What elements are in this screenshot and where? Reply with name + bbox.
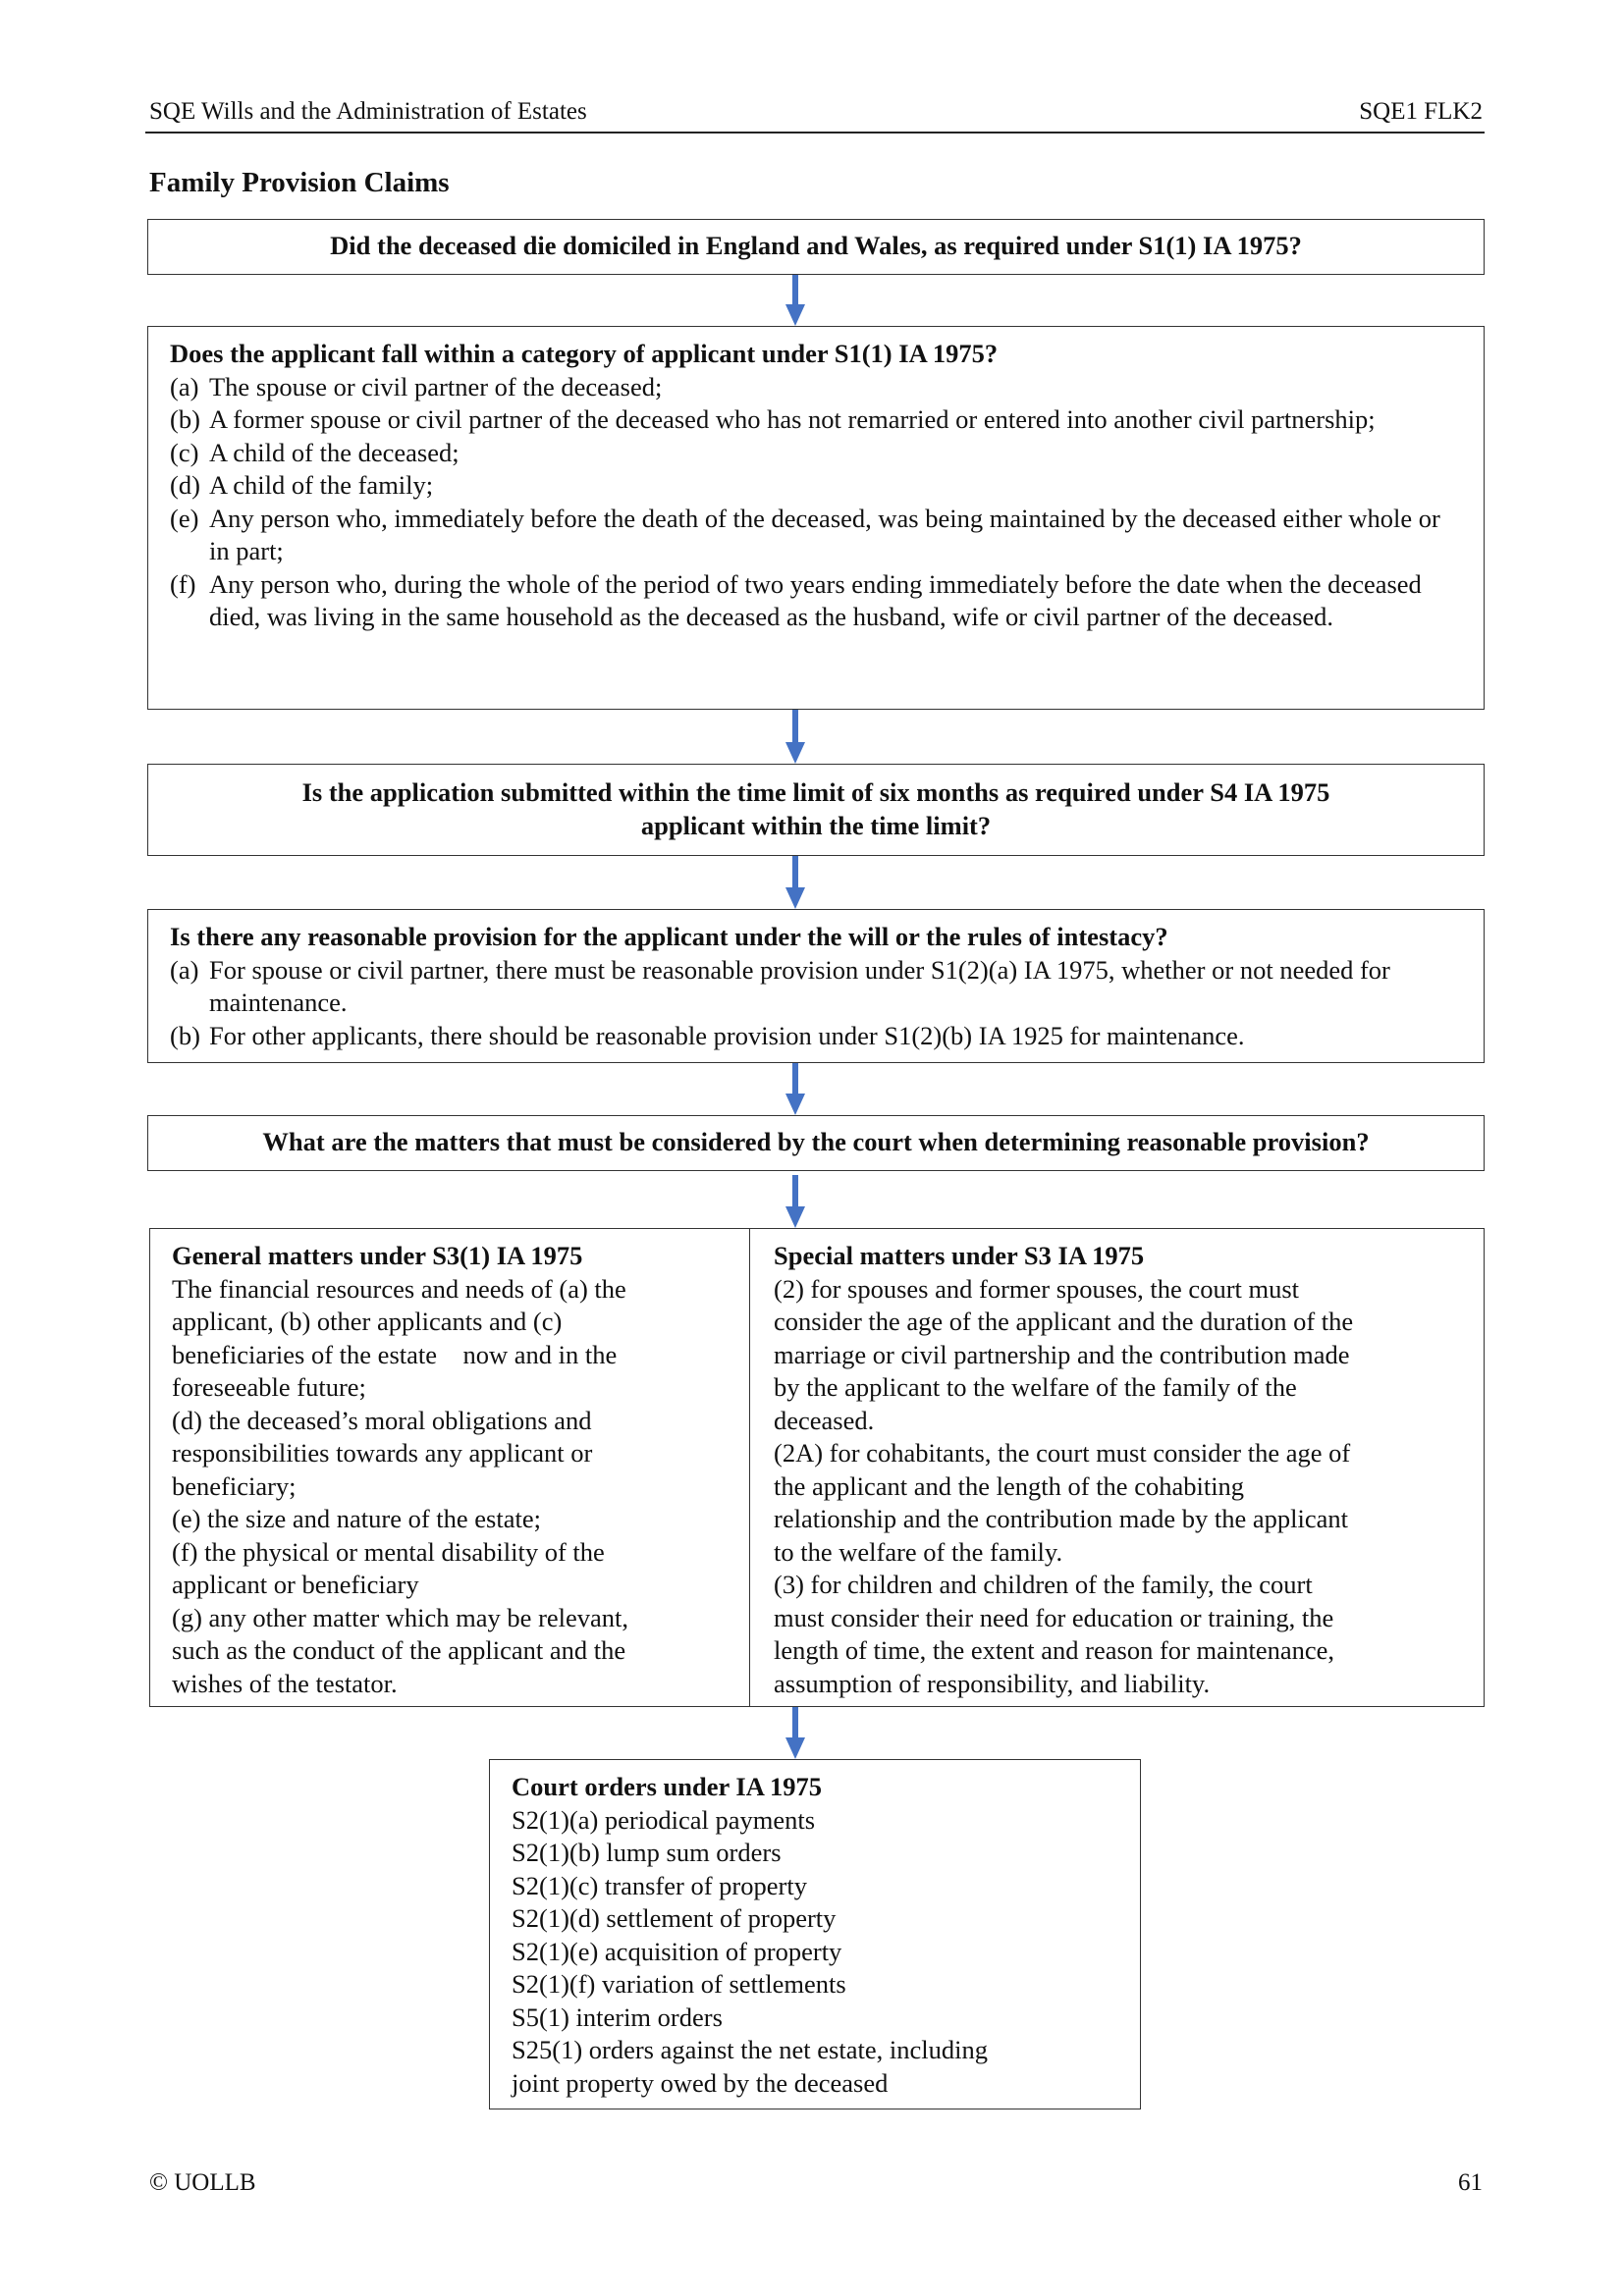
general-matters-line: beneficiaries of the estate now and in the bbox=[172, 1339, 618, 1369]
step-category-box bbox=[147, 326, 1485, 710]
special-matters-line: to the welfare of the family. bbox=[774, 1536, 1063, 1567]
court-orders-heading: Court orders under IA 1975 bbox=[512, 1772, 823, 1801]
general-matters-line: beneficiary; bbox=[172, 1470, 297, 1501]
applicant-category-item bbox=[170, 503, 1464, 568]
reasonable-provision-item-label: (a) bbox=[170, 954, 199, 985]
applicant-category-item-label: (c) bbox=[170, 437, 199, 467]
reasonable-provision-item bbox=[170, 954, 1464, 1020]
reasonable-provision-item bbox=[170, 1020, 1464, 1053]
page-number: 61 bbox=[1458, 2169, 1483, 2196]
general-matters-line: wishes of the testator. bbox=[172, 1668, 398, 1698]
applicant-category-item-label: (f) bbox=[170, 568, 196, 599]
flow-arrow-icon bbox=[785, 1063, 805, 1115]
court-order-item: S2(1)(a) periodical payments bbox=[512, 1804, 816, 1835]
court-order-item: S2(1)(c) transfer of property bbox=[512, 1870, 807, 1900]
court-order-item: S25(1) orders against the net estate, including bbox=[512, 2035, 988, 2064]
reasonable-provision-item-label: (b) bbox=[170, 1020, 200, 1050]
applicant-category-item-text: A child of the deceased; bbox=[209, 437, 460, 467]
court-order-item: S5(1) interim orders bbox=[512, 2002, 723, 2032]
applicant-category-item-text: Any person who, immediately before the death of the deceased, was being maintained by the deceased either whole or in part; bbox=[209, 503, 1440, 565]
step-time-limit-line1: Is the application submitted within the time limit of six months as required under S4 IA 1975 bbox=[301, 777, 1330, 807]
applicant-category-item-text: A child of the family; bbox=[209, 470, 434, 500]
header-document-title: SQE Wills and the Administration of Estates bbox=[149, 98, 587, 125]
applicant-category-item bbox=[170, 469, 1464, 503]
flow-arrow-icon bbox=[785, 1175, 805, 1228]
general-matters-box bbox=[149, 1228, 751, 1707]
reasonable-provision-item-text: For other applicants, there should be reasonable provision under S1(2)(b) IA 1925 for maintenance. bbox=[209, 1020, 1245, 1050]
general-matters-line: applicant, (b) other applicants and (c) bbox=[172, 1307, 563, 1336]
reasonable-provision-item-text: For spouse or civil partner, there must be reasonable provision under S1(2)(a) IA 1975, whether or not needed for maintenance. bbox=[209, 954, 1390, 1017]
step-reasonable-provision-box bbox=[147, 909, 1485, 1063]
flow-arrow-icon bbox=[785, 856, 805, 909]
general-matters-line: applicant or beneficiary bbox=[172, 1570, 419, 1599]
general-matters-line: (f) the physical or mental disability of the bbox=[172, 1536, 605, 1567]
special-matters-line: by the applicant to the welfare of the family of the bbox=[774, 1372, 1297, 1402]
flow-arrow-icon bbox=[785, 1707, 805, 1759]
general-matters-line: (e) the size and nature of the estate; bbox=[172, 1504, 541, 1533]
special-matters-line: length of time, the extent and reason for maintenance, bbox=[774, 1635, 1335, 1665]
special-matters-line: the applicant and the length of the cohabiting bbox=[774, 1470, 1245, 1501]
general-matters-line: foreseeable future; bbox=[172, 1372, 366, 1402]
special-matters-line: (2A) for cohabitants, the court must consider the age of bbox=[774, 1438, 1351, 1468]
special-matters-heading: Special matters under S3 IA 1975 bbox=[774, 1241, 1145, 1270]
applicant-category-item-label: (a) bbox=[170, 371, 199, 401]
flow-arrow-icon bbox=[785, 275, 805, 326]
applicant-category-item-label: (e) bbox=[170, 503, 199, 533]
step-domicile-question: Did the deceased die domiciled in England and Wales, as required under S1(1) IA 1975? bbox=[330, 231, 1302, 260]
special-matters-box bbox=[749, 1228, 1485, 1707]
general-matters-heading: General matters under S3(1) IA 1975 bbox=[172, 1241, 583, 1270]
special-matters-line: relationship and the contribution made by the applicant bbox=[774, 1504, 1349, 1533]
applicant-category-item-text: A former spouse or civil partner of the deceased who has not remarried or entered into another civil partnership; bbox=[209, 404, 1376, 434]
court-order-item: joint property owed by the deceased bbox=[512, 2067, 889, 2098]
applicant-category-item-text: The spouse or civil partner of the deceased; bbox=[209, 371, 663, 401]
special-matters-line: (3) for children and children of the family, the court bbox=[774, 1570, 1313, 1599]
page-title: Family Provision Claims bbox=[149, 167, 450, 198]
step-matters-question: What are the matters that must be considered by the court when determining reasonable provision? bbox=[262, 1127, 1370, 1156]
special-matters-line: marriage or civil partnership and the contribution made bbox=[774, 1339, 1350, 1369]
special-matters-line: consider the age of the applicant and the duration of the bbox=[774, 1307, 1354, 1336]
applicant-category-item-text: Any person who, during the whole of the period of two years ending immediately before the date when the deceased died, was living in the same household as the deceased as the husband, wife or civil partner of the deceased. bbox=[209, 568, 1422, 631]
court-orders-box bbox=[489, 1759, 1141, 2109]
step-matters-question-box bbox=[147, 1115, 1485, 1171]
header-rule bbox=[145, 132, 1485, 133]
flow-arrow-icon bbox=[785, 710, 805, 764]
special-matters-line: must consider their need for education or training, the bbox=[774, 1602, 1334, 1632]
special-matters-line: assumption of responsibility, and liability. bbox=[774, 1668, 1211, 1698]
applicant-category-item bbox=[170, 403, 1464, 437]
applicant-category-item bbox=[170, 371, 1464, 404]
court-order-item: S2(1)(b) lump sum orders bbox=[512, 1838, 782, 1867]
step-reasonable-heading: Is there any reasonable provision for the applicant under the will or the rules of intestacy? bbox=[170, 922, 1168, 951]
general-matters-line: such as the conduct of the applicant and the bbox=[172, 1635, 626, 1665]
special-matters-line: deceased. bbox=[774, 1405, 875, 1435]
step-time-limit-line2: applicant within the time limit? bbox=[640, 810, 992, 840]
general-matters-line: The financial resources and needs of (a) the bbox=[172, 1273, 626, 1304]
court-order-item: S2(1)(e) acquisition of property bbox=[512, 1936, 842, 1966]
general-matters-line: responsibilities towards any applicant or bbox=[172, 1438, 593, 1468]
court-order-item: S2(1)(d) settlement of property bbox=[512, 1903, 837, 1933]
step-category-heading: Does the applicant fall within a category of applicant under S1(1) IA 1975? bbox=[170, 339, 999, 368]
applicant-category-item-label: (d) bbox=[170, 470, 200, 500]
general-matters-line: (d) the deceased’s moral obligations and bbox=[172, 1405, 592, 1435]
applicant-category-item bbox=[170, 568, 1464, 634]
court-order-item: S2(1)(f) variation of settlements bbox=[512, 1969, 846, 1999]
special-matters-line: (2) for spouses and former spouses, the court must bbox=[774, 1273, 1300, 1304]
header-module-code: SQE1 FLK2 bbox=[1359, 98, 1483, 125]
step-domicile-box bbox=[147, 219, 1485, 275]
applicant-category-item bbox=[170, 437, 1464, 470]
applicant-category-item-label: (b) bbox=[170, 404, 200, 434]
general-matters-line: (g) any other matter which may be relevant, bbox=[172, 1602, 629, 1632]
step-time-limit-box bbox=[147, 764, 1485, 856]
footer-copyright: © UOLLB bbox=[149, 2169, 256, 2196]
